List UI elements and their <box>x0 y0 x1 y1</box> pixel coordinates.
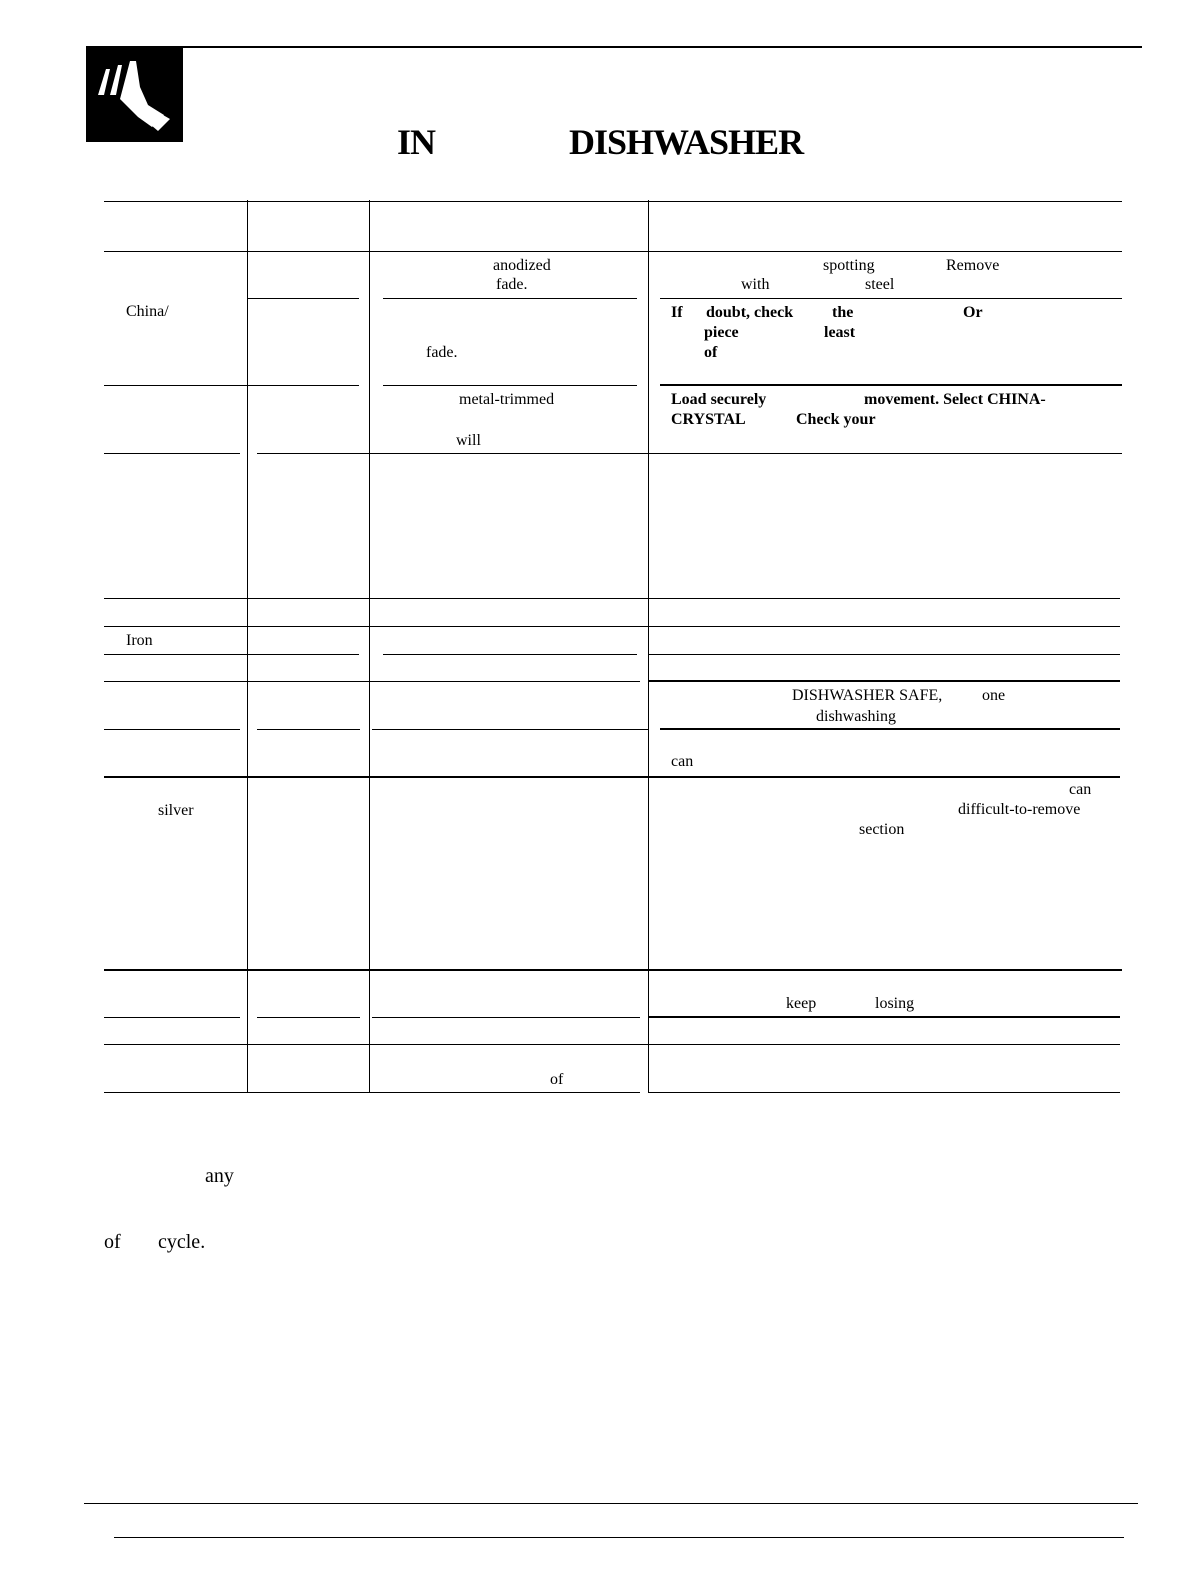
cell-text: steel <box>865 276 895 293</box>
cell-text: Load securely <box>671 391 767 408</box>
cell-text: will <box>456 432 481 449</box>
table-top-rule <box>104 201 1122 202</box>
page-bottom-rule <box>114 1537 1124 1538</box>
table-bottom-rule <box>104 1092 640 1093</box>
note-text: of <box>104 1231 121 1253</box>
hand-pressing-button-logo-icon <box>86 47 183 142</box>
top-rule <box>86 46 1142 48</box>
header-bottom-rule <box>104 251 1122 252</box>
cell-text: fade. <box>496 276 528 293</box>
row-rule <box>104 453 240 454</box>
column-divider-2 <box>369 200 370 1093</box>
row-rule <box>104 1044 1120 1045</box>
cell-text: can <box>1069 781 1092 798</box>
row-rule <box>257 1017 360 1018</box>
cell-text: If <box>671 304 683 321</box>
title-word-in: IN <box>397 122 436 162</box>
cell-text: Check your <box>796 411 876 428</box>
cell-text: difficult-to-remove <box>958 801 1081 818</box>
note-text: any <box>205 1165 234 1187</box>
row-rule <box>104 598 1120 599</box>
row-rule <box>383 385 637 386</box>
row-rule <box>648 1016 1120 1018</box>
cell-text: least <box>824 324 856 341</box>
row-rule <box>660 728 1120 730</box>
cell-text: with <box>741 276 770 293</box>
cell-text: keep <box>786 995 817 1012</box>
row-rule <box>104 776 1120 778</box>
row-rule <box>648 680 1120 682</box>
row-rule <box>257 453 1122 454</box>
cell-text: one <box>982 687 1006 704</box>
cell-text: piece <box>704 324 739 341</box>
cell-text: movement. Select CHINA- <box>864 391 1046 408</box>
cell-text: fade. <box>426 344 458 361</box>
table-bottom-rule <box>648 1092 1120 1093</box>
cell-text: metal-trimmed <box>459 391 555 408</box>
row-rule <box>383 298 637 299</box>
cell-text: DISHWASHER SAFE, <box>792 687 943 704</box>
row-rule <box>257 729 360 730</box>
cell-text: Iron <box>126 632 153 649</box>
row-rule <box>372 729 648 730</box>
cell-text: the <box>832 304 854 321</box>
row-rule <box>660 384 1122 386</box>
cell-text: China/ <box>126 303 169 320</box>
cell-text: CRYSTAL <box>671 411 746 428</box>
title-word-dishwasher: DISHWASHER <box>569 122 804 162</box>
row-rule <box>372 1017 640 1018</box>
row-rule <box>383 654 637 655</box>
row-rule <box>104 626 1120 627</box>
row-rule <box>104 654 359 655</box>
row-rule <box>104 969 1122 971</box>
page-bottom-rule <box>84 1503 1138 1504</box>
cell-text: of <box>550 1071 564 1088</box>
row-rule <box>104 1017 240 1018</box>
column-divider-3 <box>648 200 649 1093</box>
cell-text: Remove <box>946 257 1000 274</box>
cell-text: anodized <box>493 257 551 274</box>
cell-text: losing <box>875 995 915 1012</box>
cell-text: Or <box>963 304 983 321</box>
note-text: cycle. <box>158 1231 206 1253</box>
cell-text: can <box>671 753 694 770</box>
cell-text: spotting <box>823 257 875 274</box>
cell-text: section <box>859 821 905 838</box>
row-rule <box>104 729 240 730</box>
cell-text: doubt, check <box>706 304 794 321</box>
row-rule <box>104 385 359 386</box>
row-rule <box>660 298 1122 299</box>
row-rule <box>104 681 640 682</box>
column-divider-1 <box>247 200 248 1093</box>
cell-text: silver <box>158 802 194 819</box>
cell-text: dishwashing <box>816 708 896 725</box>
row-rule <box>248 298 359 299</box>
row-rule <box>648 654 1120 655</box>
cell-text: of <box>704 344 718 361</box>
